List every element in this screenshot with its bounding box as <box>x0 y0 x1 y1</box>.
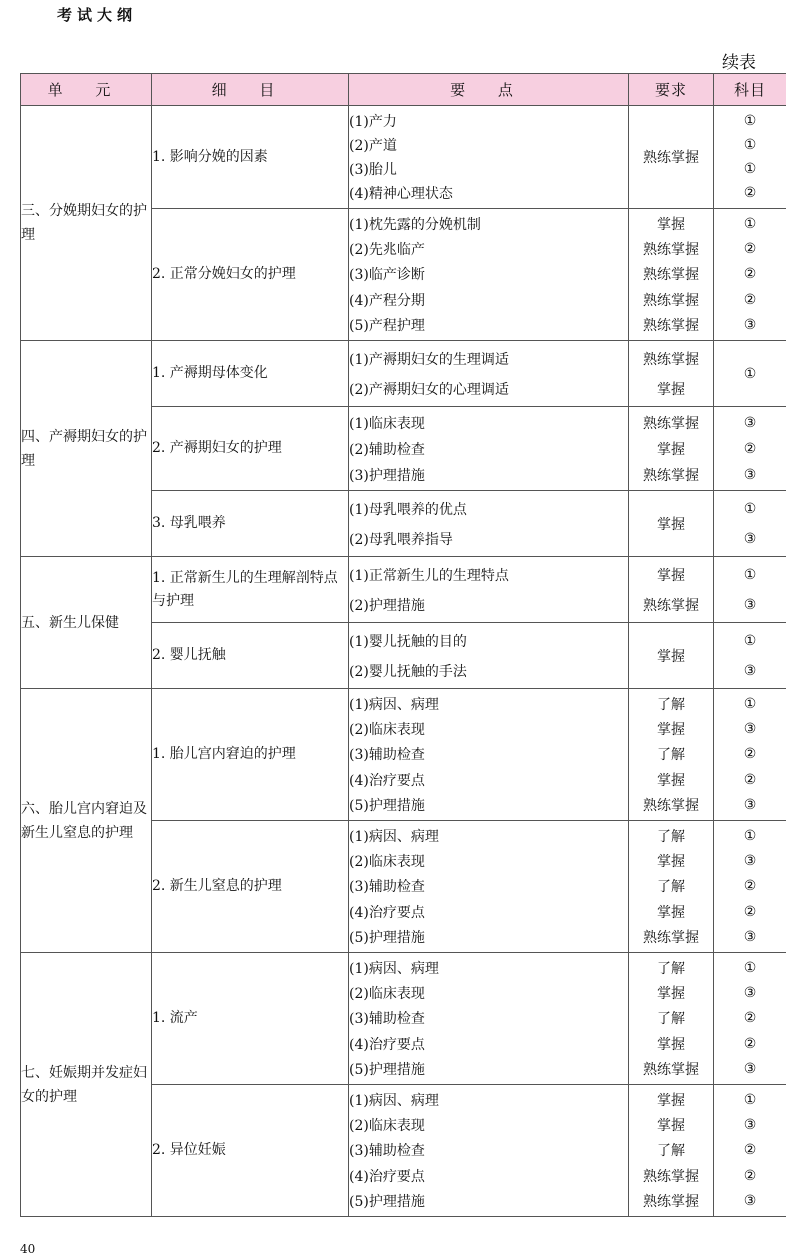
subject-cell <box>714 1085 786 1217</box>
requirement-item: 了解 <box>657 697 685 714</box>
requirement-item: 熟练掌握 <box>643 317 699 334</box>
subject-cell <box>714 209 786 341</box>
point-item: (2)临床表现 <box>349 854 425 871</box>
point-item: (2)临床表现 <box>349 1118 425 1135</box>
subject-item-lines <box>714 1088 786 1214</box>
subject-item: ② <box>743 1142 757 1159</box>
points-cell <box>349 491 629 557</box>
requirement-item: 掌握 <box>657 1093 685 1110</box>
subject-item: ① <box>743 632 757 649</box>
subject-item: ① <box>743 696 757 713</box>
requirement-item: 熟练掌握 <box>643 1168 699 1185</box>
subject-cell <box>714 491 786 557</box>
point-item: (2)先兆临产 <box>349 242 425 259</box>
unit-cell: 四、产褥期妇女的护理 <box>21 341 152 557</box>
subject-item: ② <box>743 771 757 788</box>
subject-item-lines <box>714 626 786 686</box>
point-item: (4)治疗要点 <box>349 1168 425 1185</box>
point-item: (4)治疗要点 <box>349 1036 425 1053</box>
point-item: (2)辅助检查 <box>349 441 425 458</box>
requirement-item: 掌握 <box>657 381 685 398</box>
requirement-item: 掌握 <box>657 1118 685 1135</box>
requirement-item-lines <box>629 494 713 554</box>
unit-cell: 七、妊娠期并发症妇女的护理 <box>21 953 152 1217</box>
header-detail: 细 目 <box>152 74 349 106</box>
requirement-item: 了解 <box>657 879 685 896</box>
unit-cell: 三、分娩期妇女的护理 <box>21 106 152 341</box>
subject-item-lines <box>714 109 786 206</box>
subject-item-lines <box>714 212 786 338</box>
requirement-item-lines <box>629 109 713 206</box>
detail-cell: 2. 异位妊娠 <box>152 1085 349 1217</box>
requirement-cell <box>629 106 714 209</box>
requirement-item: 掌握 <box>657 722 685 739</box>
subject-cell <box>714 623 786 689</box>
requirement-item: 熟练掌握 <box>643 929 699 946</box>
point-item-lines <box>349 560 628 620</box>
point-item-lines <box>349 692 628 818</box>
requirement-item: 掌握 <box>657 648 685 665</box>
point-item: (3)护理措施 <box>349 467 425 484</box>
point-item: (2)临床表现 <box>349 986 425 1003</box>
point-item-lines <box>349 956 628 1082</box>
requirement-cell <box>629 1085 714 1217</box>
subject-item: ① <box>743 136 757 153</box>
points-cell <box>349 689 629 821</box>
requirement-item: 熟练掌握 <box>643 1061 699 1078</box>
requirement-item-lines <box>629 1088 713 1214</box>
point-item-lines <box>349 824 628 950</box>
subject-item: ① <box>743 216 757 233</box>
requirement-item: 了解 <box>657 1143 685 1160</box>
point-item: (4)产程分期 <box>349 292 425 309</box>
requirement-item: 熟练掌握 <box>643 150 699 166</box>
points-cell <box>349 953 629 1085</box>
point-item: (2)产褥期妇女的心理调适 <box>349 381 509 398</box>
subject-item: ③ <box>743 928 757 945</box>
requirement-item: 掌握 <box>657 904 685 921</box>
point-item: (5)护理措施 <box>349 1061 425 1078</box>
unit-cell: 五、新生儿保健 <box>21 557 152 689</box>
subject-item: ③ <box>743 1060 757 1077</box>
point-item-lines <box>349 109 628 206</box>
point-item: (3)辅助检查 <box>349 1143 425 1160</box>
subject-cell <box>714 953 786 1085</box>
table-body <box>21 106 786 1217</box>
point-item: (2)护理措施 <box>349 597 425 614</box>
subject-item: ③ <box>743 662 757 679</box>
detail-cell: 3. 母乳喂养 <box>152 491 349 557</box>
subject-item: ③ <box>743 1192 757 1209</box>
detail-cell: 2. 婴儿抚触 <box>152 623 349 689</box>
header-title: 考试大纲 <box>57 6 138 24</box>
requirement-item: 掌握 <box>657 772 685 789</box>
requirement-item: 掌握 <box>657 986 685 1003</box>
requirement-cell <box>629 689 714 821</box>
subject-item: ① <box>743 1092 757 1109</box>
point-item: (3)辅助检查 <box>349 879 425 896</box>
requirement-cell <box>629 623 714 689</box>
subject-cell <box>714 407 786 491</box>
header-unit: 单 元 <box>21 74 152 106</box>
subject-item: ① <box>743 828 757 845</box>
table-header-row <box>21 74 786 106</box>
subject-item: ② <box>743 440 757 457</box>
point-item-lines <box>349 494 628 554</box>
requirement-item-lines <box>629 824 713 950</box>
table-row <box>21 341 786 407</box>
requirement-item-lines <box>629 956 713 1082</box>
subject-item: ② <box>743 1167 757 1184</box>
point-item: (2)母乳喂养指导 <box>349 531 453 548</box>
subject-cell <box>714 689 786 821</box>
subject-item: ① <box>743 500 757 517</box>
requirement-item: 掌握 <box>657 567 685 584</box>
point-item-lines <box>349 410 628 488</box>
subject-item: ② <box>743 903 757 920</box>
subject-item: ③ <box>743 414 757 431</box>
points-cell <box>349 209 629 341</box>
point-item: (5)产程护理 <box>349 317 425 334</box>
point-item: (1)病因、病理 <box>349 697 439 714</box>
requirement-item-lines <box>629 560 713 620</box>
syllabus-table <box>20 73 786 1217</box>
requirement-item: 掌握 <box>657 1036 685 1053</box>
point-item: (1)母乳喂养的优点 <box>349 501 467 518</box>
subject-item: ② <box>743 185 757 202</box>
continued-label: 续表 <box>722 53 756 73</box>
subject-item: ③ <box>743 466 757 483</box>
table-row <box>21 953 786 1085</box>
subject-item: ① <box>743 960 757 977</box>
point-item: (2)临床表现 <box>349 722 425 739</box>
subject-item: ③ <box>743 596 757 613</box>
point-item: (1)枕先露的分娩机制 <box>349 217 481 234</box>
requirement-cell <box>629 821 714 953</box>
requirement-item: 熟练掌握 <box>643 467 699 484</box>
point-item-lines <box>349 626 628 686</box>
requirement-item: 熟练掌握 <box>643 242 699 259</box>
detail-cell: 1. 产褥期母体变化 <box>152 341 349 407</box>
requirement-cell <box>629 407 714 491</box>
point-item: (3)临产诊断 <box>349 267 425 284</box>
page-number: 40 <box>20 1242 36 1256</box>
subject-item: ① <box>743 566 757 583</box>
points-cell <box>349 821 629 953</box>
point-item: (3)辅助检查 <box>349 1011 425 1028</box>
requirement-item: 熟练掌握 <box>643 292 699 309</box>
subject-item: ③ <box>743 721 757 738</box>
subject-item: ② <box>743 291 757 308</box>
subject-item-lines <box>714 494 786 554</box>
subject-item: ② <box>743 1010 757 1027</box>
point-item-lines <box>349 344 628 404</box>
point-item: (1)病因、病理 <box>349 829 439 846</box>
subject-item: ③ <box>743 316 757 333</box>
point-item: (1)病因、病理 <box>349 1093 439 1110</box>
detail-cell: 2. 新生儿窒息的护理 <box>152 821 349 953</box>
subject-cell <box>714 821 786 953</box>
requirement-item: 了解 <box>657 747 685 764</box>
detail-cell: 2. 正常分娩妇女的护理 <box>152 209 349 341</box>
requirement-item: 熟练掌握 <box>643 797 699 814</box>
points-cell <box>349 557 629 623</box>
requirement-cell <box>629 209 714 341</box>
requirement-item: 熟练掌握 <box>643 351 699 368</box>
point-item: (4)治疗要点 <box>349 904 425 921</box>
detail-cell: 2. 产褥期妇女的护理 <box>152 407 349 491</box>
point-item: (4)治疗要点 <box>349 772 425 789</box>
points-cell <box>349 341 629 407</box>
point-item: (2)产道 <box>349 137 397 154</box>
table-row <box>21 689 786 821</box>
point-item: (1)产褥期妇女的生理调适 <box>349 351 509 368</box>
subject-item-lines <box>714 560 786 620</box>
subject-item: ② <box>743 878 757 895</box>
requirement-item: 了解 <box>657 1011 685 1028</box>
header-points: 要 点 <box>349 74 629 106</box>
requirement-item: 掌握 <box>657 516 685 533</box>
requirement-item: 了解 <box>657 961 685 978</box>
subject-item-lines <box>714 410 786 488</box>
requirement-cell <box>629 953 714 1085</box>
requirement-item: 了解 <box>657 829 685 846</box>
requirement-cell <box>629 341 714 407</box>
points-cell <box>349 1085 629 1217</box>
requirement-cell <box>629 557 714 623</box>
point-item: (1)产力 <box>349 113 397 130</box>
subject-item: ③ <box>743 1117 757 1134</box>
subject-item: ③ <box>743 985 757 1002</box>
points-cell <box>349 106 629 209</box>
point-item: (3)胎儿 <box>349 162 397 179</box>
point-item: (4)精神心理状态 <box>349 186 453 203</box>
requirement-item-lines <box>629 410 713 488</box>
point-item: (5)护理措施 <box>349 929 425 946</box>
header-requirement: 要求 <box>629 74 714 106</box>
subject-item-lines <box>714 824 786 950</box>
requirement-item: 掌握 <box>657 854 685 871</box>
subject-item: ② <box>743 266 757 283</box>
subject-item: ① <box>743 112 757 129</box>
detail-cell: 1. 影响分娩的因素 <box>152 106 349 209</box>
subject-item: ② <box>743 1035 757 1052</box>
subject-item: ③ <box>743 853 757 870</box>
requirement-item: 掌握 <box>657 441 685 458</box>
subject-item: ① <box>743 161 757 178</box>
requirement-item: 掌握 <box>657 217 685 234</box>
requirement-item-lines <box>629 344 713 404</box>
requirement-item-lines <box>629 626 713 686</box>
subject-item: ② <box>743 241 757 258</box>
point-item: (1)病因、病理 <box>349 961 439 978</box>
subject-item: ③ <box>743 796 757 813</box>
point-item: (1)婴儿抚触的目的 <box>349 633 467 650</box>
requirement-item: 熟练掌握 <box>643 267 699 284</box>
subject-item-lines <box>714 956 786 1082</box>
header-subject: 科目 <box>714 74 786 106</box>
subject-cell <box>714 341 786 407</box>
requirement-item: 熟练掌握 <box>643 597 699 614</box>
subject-item-lines <box>714 692 786 818</box>
requirement-item-lines <box>629 212 713 338</box>
detail-cell: 1. 胎儿宫内窘迫的护理 <box>152 689 349 821</box>
point-item: (5)护理措施 <box>349 797 425 814</box>
point-item-lines <box>349 212 628 338</box>
point-item: (2)婴儿抚触的手法 <box>349 663 467 680</box>
requirement-item-lines <box>629 692 713 818</box>
point-item: (1)正常新生儿的生理特点 <box>349 567 509 584</box>
subject-cell <box>714 106 786 209</box>
point-item: (5)护理措施 <box>349 1193 425 1210</box>
points-cell <box>349 407 629 491</box>
point-item: (1)临床表现 <box>349 415 425 432</box>
subject-item: ① <box>743 365 757 382</box>
detail-cell: 1. 流产 <box>152 953 349 1085</box>
point-item: (3)辅助检查 <box>349 747 425 764</box>
point-item-lines <box>349 1088 628 1214</box>
requirement-item: 熟练掌握 <box>643 1193 699 1210</box>
requirement-cell <box>629 491 714 557</box>
subject-item: ③ <box>743 530 757 547</box>
unit-cell: 六、胎儿宫内窘迫及新生儿窒息的护理 <box>21 689 152 953</box>
table-row <box>21 106 786 209</box>
subject-cell <box>714 557 786 623</box>
detail-cell: 1. 正常新生儿的生理解剖特点与护理 <box>152 557 349 623</box>
subject-item-lines <box>714 344 786 404</box>
table-row <box>21 557 786 623</box>
requirement-item: 熟练掌握 <box>643 415 699 432</box>
points-cell <box>349 623 629 689</box>
subject-item: ② <box>743 746 757 763</box>
